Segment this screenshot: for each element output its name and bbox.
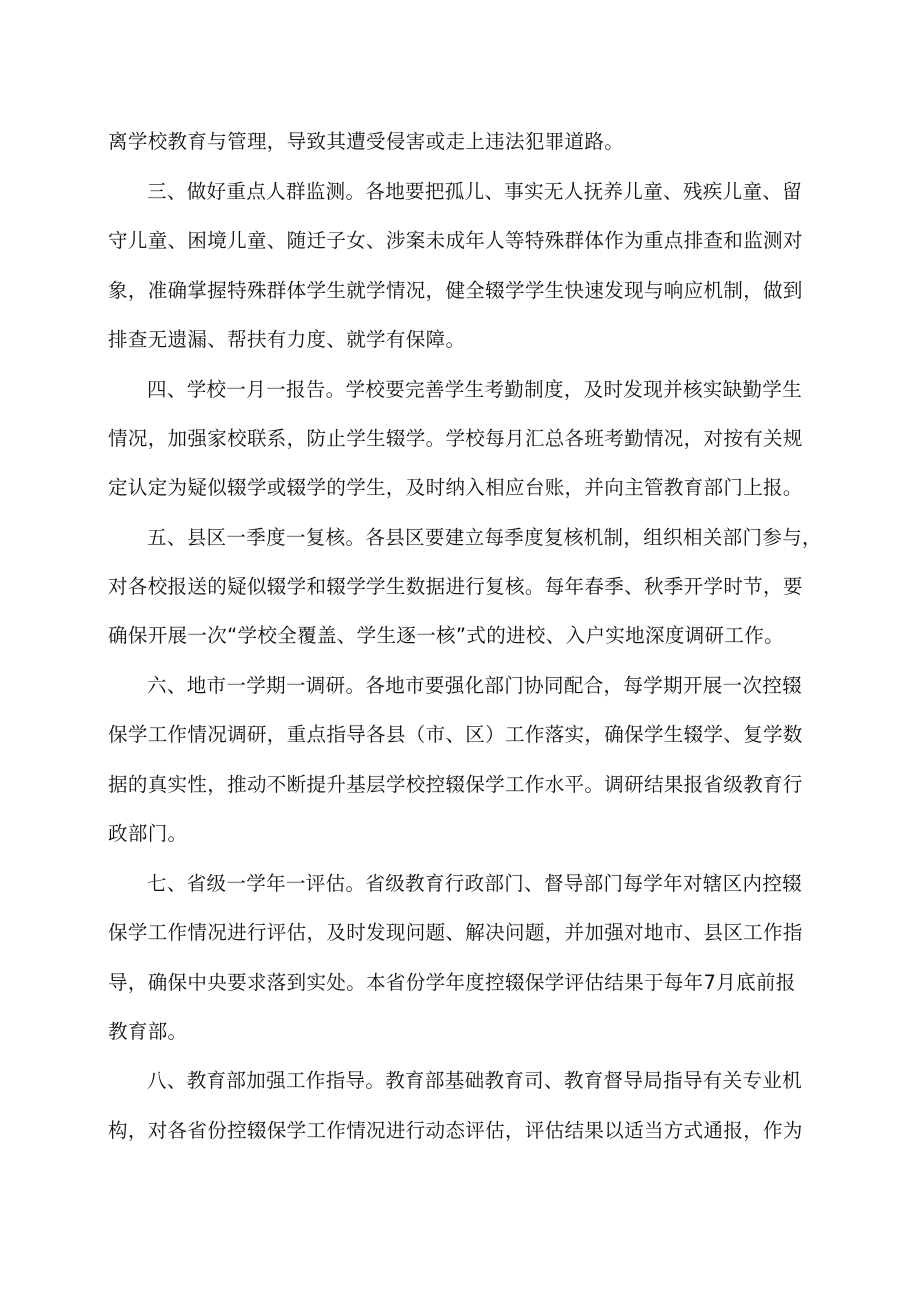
text-line-21: 构，对各省份控辍保学工作情况进行动态评估，评估结果以适当方式通报，作为	[108, 1119, 803, 1142]
text-line-3: 守儿童、困境儿童、随迁子女、涉案未成年人等特殊群体作为重点排查和监测对	[108, 229, 803, 252]
text-line-5: 排查无遗漏、帮扶有力度、就学有保障。	[108, 328, 466, 351]
section-8-heading-line: 八、教育部加强工作指导。教育部基础教育司、教育督导局指导有关专业机	[147, 1069, 803, 1092]
section-4-heading-line: 四、学校一月一报告。学校要完善学生考勤制度，及时发现并核实缺勤学生	[147, 378, 803, 401]
text-line-4: 象，准确掌握特殊群体学生就学情况，健全辍学学生快速发现与响应机制，做到	[108, 279, 803, 302]
text-line-15: 政部门。	[108, 822, 188, 845]
text-line-18: 导，确保中央要求落到实处。本省份学年度控辍保学评估结果于每年7月底前报	[108, 971, 796, 994]
text-line-11: 确保开展一次“学校全覆盖、学生逐一核”式的进校、入户实地深度调研工作。	[108, 624, 784, 647]
text-line-14: 据的真实性，推动不断提升基层学校控辍保学工作水平。调研结果报省级教育行	[108, 773, 803, 796]
text-line-19: 教育部。	[108, 1020, 188, 1043]
section-7-heading-line: 七、省级一学年一评估。省级教育行政部门、督导部门每学年对辖区内控辍	[147, 872, 803, 895]
text-line-8: 定认定为疑似辍学或辍学的学生，及时纳入相应台账，并向主管教育部门上报。	[108, 476, 803, 499]
section-5-heading-line: 五、县区一季度一复核。各县区要建立每季度复核机制，组织相关部门参与，	[147, 526, 822, 549]
section-6-heading-line: 六、地市一学期一调研。各地市要强化部门协同配合，每学期开展一次控辍	[147, 674, 803, 697]
section-3-heading-line: 三、做好重点人群监测。各地要把孤儿、事实无人抚养儿童、残疾儿童、留	[147, 180, 803, 203]
text-line-7: 情况，加强家校联系，防止学生辍学。学校每月汇总各班考勤情况，对按有关规	[108, 427, 803, 450]
text-line-13: 保学工作情况调研，重点指导各县（市、区）工作落实，确保学生辍学、复学数	[108, 723, 803, 746]
text-line-10: 对各校报送的疑似辍学和辍学学生数据进行复核。每年春季、秋季开学时节，要	[108, 575, 803, 598]
text-line-1: 离学校教育与管理，导致其遭受侵害或走上违法犯罪道路。	[108, 130, 625, 153]
text-line-17: 保学工作情况进行评估，及时发现问题、解决问题，并加强对地市、县区工作指	[108, 921, 803, 944]
